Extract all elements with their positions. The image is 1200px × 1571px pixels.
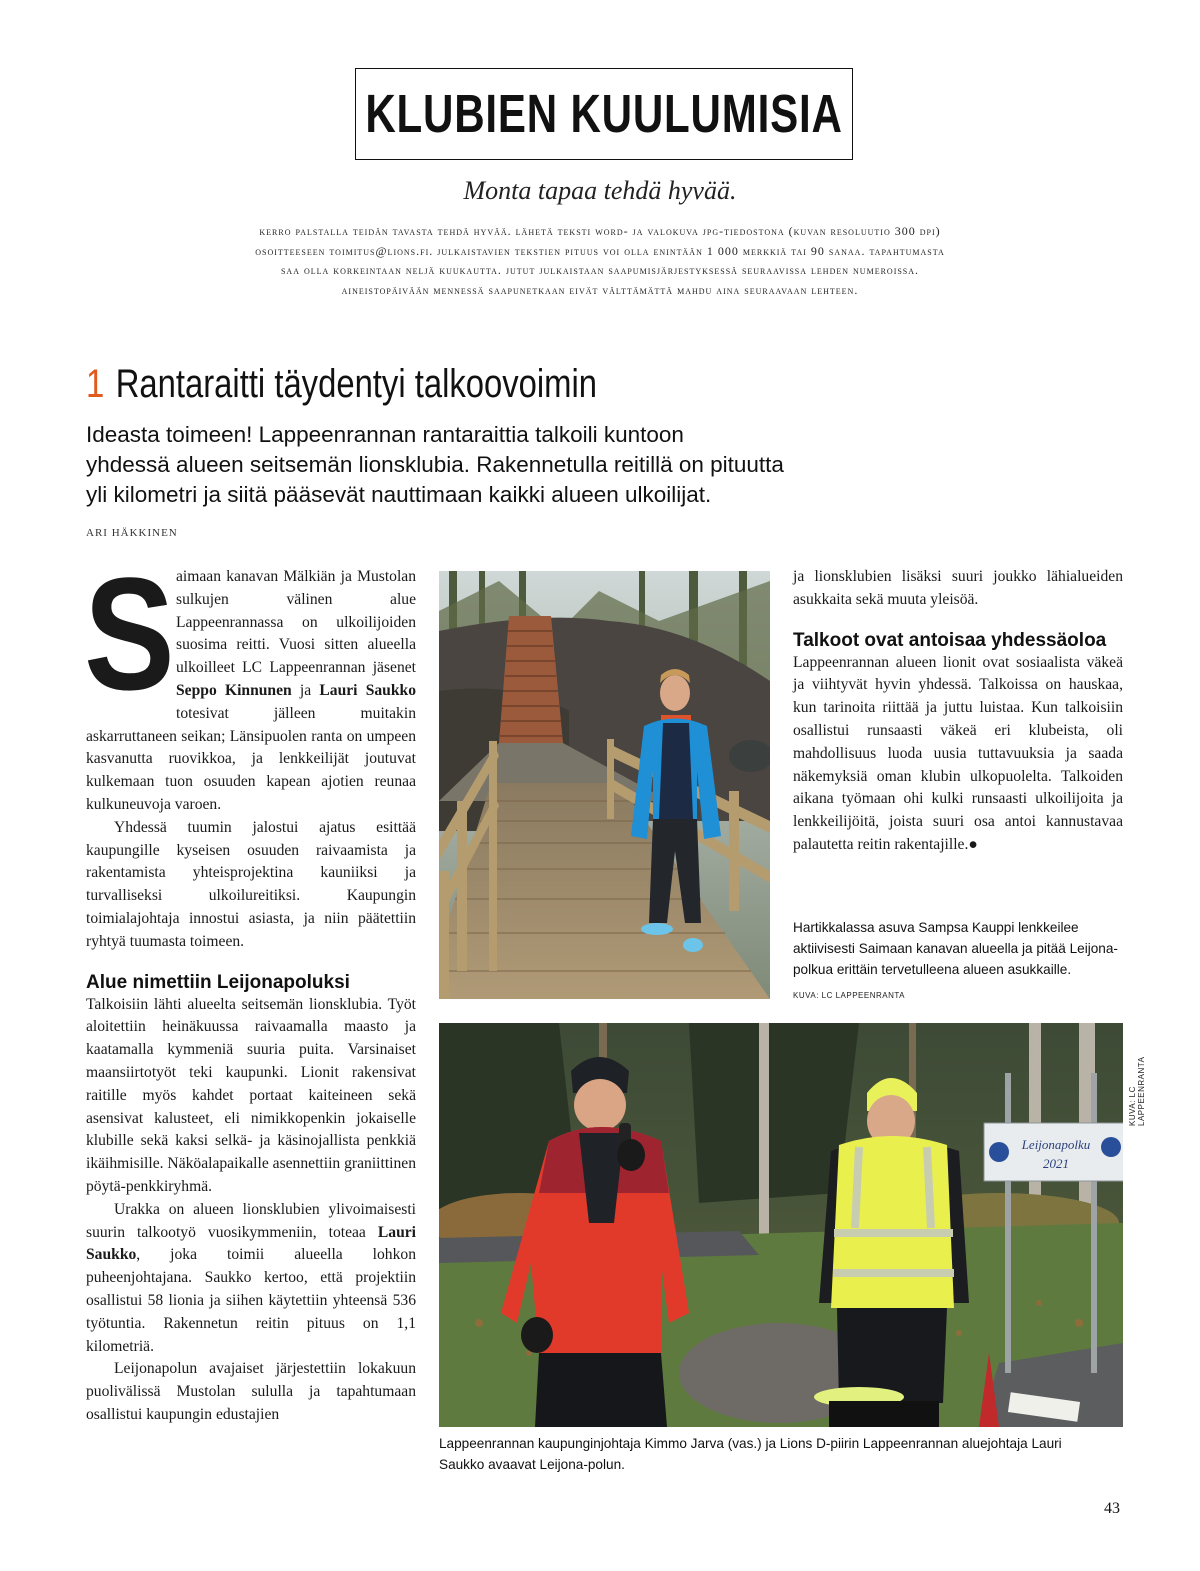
photo-bridge-caption: Hartikkalassa asuva Sampsa Kauppi lenkkeilee aktiivisesti Saimaan kanavan alueella ja pitää Leijona-polkua erittäin tervetulleena alueen asukkaille. <box>793 920 1118 977</box>
person-name: Lauri Saukko <box>86 1223 416 1264</box>
body-column-3 <box>793 566 1123 857</box>
instruction-line: aineistopäivään mennessä saapunetkaan eivät välttämättä mahdu aina seuraavaan lehteen. <box>341 282 859 297</box>
text-run: Urakka on alueen lionsklubien ylivoimaisesti suurin talkootyö vuosikymmeniin, toteaa <box>86 1200 416 1241</box>
text-run: aimaan kanavan Mälkiän ja Mustolan sulkujen välinen alue Lappeenrannassa on ulkoilijoiden suosima reitti. Vuosi sitten alueella ulkoilleet LC Lappeenrannan jäsenet <box>176 568 416 677</box>
paragraph: ja lionsklubien lisäksi suuri joukko lähialueiden asukkaita sekä muuta yleisöä. <box>793 568 1123 608</box>
sign-text-line1: Leijonapolku <box>1021 1137 1091 1152</box>
photo-ceremony-caption: Lappeenrannan kaupunginjohtaja Kimmo Jarva (vas.) ja Lions D-piirin Lappeenrannan aluejohtaja Lauri Saukko avaavat Leijona-polun. <box>439 1436 1062 1472</box>
instruction-line: osoitteeseen toimitus@lions.fi. julkaistavien tekstien pituus voi olla enintään 1 000 merkkiä tai 90 sanaa. tapahtumasta <box>255 243 945 258</box>
article-title: Rantaraitti täydentyi talkoovoimin <box>115 362 598 406</box>
tagline: Monta tapaa tehdä hyvää. <box>463 176 737 205</box>
subheading: Alue nimettiin Leijonapoluksi <box>86 971 350 993</box>
body-column-1 <box>84 544 416 1427</box>
instruction-line: saa olla korkeintaan neljä kuukautta. jutut julkaistaan saapumisjärjestyksessä seuraavissa lehden numeroissa. <box>280 263 920 277</box>
instruction-line: kerro palstalla teidän tavasta tehdä hyvää. lähetä teksti word- ja valokuva jpg-tiedostona (kuvan resoluutio 300 dpi) <box>259 224 941 238</box>
lead-line: yli kilometri ja siitä pääsevät nauttimaan kaikki alueen ulkoilijat. <box>86 482 712 507</box>
paragraph <box>86 1199 416 1359</box>
section-masthead <box>355 68 853 160</box>
photo-bridge <box>439 571 770 999</box>
article-headline <box>86 362 597 407</box>
photo-bridge-credit: KUVA: LC LAPPEENRANTA <box>793 991 906 1000</box>
paragraph <box>793 652 1123 857</box>
sign-text-line2: 2021 <box>1043 1156 1069 1171</box>
subheading: Talkoot ovat antoisaa yhdessäoloa <box>793 629 1107 651</box>
section-title: KLUBIEN KUULUMISIA <box>365 84 843 144</box>
text-run: totesivat jälleen muitakin askarruttaneen seikan; Länsipuolen ranta on umpeen kasvanutta ruovikkoa, ja lenkkeilijät joutuvat kulkemaan tuon osuuden kapean ajotien reunaa kulkuneuvoja varoen. <box>86 704 416 813</box>
text-run: , joka toimii alueella lohkon puheenjohtajana. Saukko kertoo, että projektiin osallistui 58 lionia ja siihen käytettiin yhteensä 536 työtuntia. Rakennetun reitin pituus on 1,1 kilometriä. <box>86 1246 416 1355</box>
text-run: ja <box>291 681 320 699</box>
photo-opening-ceremony <box>439 1023 1123 1427</box>
ceremony-photo-illustration <box>439 1023 1123 1427</box>
paragraph <box>84 544 416 817</box>
text-run: Lappeenrannan alueen lionit ovat sosiaalista väkeä ja viihtyvät hyvin yhdessä. Talkoissa on hauskaa, kun tarinoita riittää ja juttu luistaa. Kun talkoisiin osallistui runsaasti väkeä eri klubeista, oli mahdollisuus luoda uusia tuttavuuksia ja saada näkemyksiä oman klubin ulkopuolelta. Talkoiden aikana työmaan ohi kulki runsaasti ulkoilijoita ja lenkkeilijöitä, joista suuri osa antoi kannustavaa palautetta reitin rakentajille. <box>793 653 1123 853</box>
drop-cap: S <box>84 544 175 723</box>
bridge-photo-illustration <box>439 571 770 999</box>
page-number: 43 <box>1104 1500 1120 1517</box>
lead-line: Ideasta toimeen! Lappeenrannan rantaraittia talkoili kuntoon <box>86 422 684 447</box>
article-lead <box>86 420 986 510</box>
lead-line: yhdessä alueen seitsemän lionsklubia. Rakennetulla reitillä on pituutta <box>86 452 784 477</box>
photo-ceremony-credit: KUVA: LC LAPPEENRANTA <box>1128 1056 1146 1126</box>
paragraph: Leijonapolun avajaiset järjestettiin lokakuun puolivälissä Mustolan sululla ja tapahtumaan osallistui kaupungin edustajien <box>86 1360 416 1423</box>
end-mark: ● <box>968 835 978 853</box>
submission-instructions <box>100 222 1100 300</box>
paragraph: Talkoisiin lähti alueelta seitsemän lionsklubia. Työt aloitettiin heinäkuussa raivaamalla maasto ja kaatamalla kymmeniä suuria puita. Varsinaiset maansiirtotyöt teki kaupunki. Lionit rakensivat raitille myös kahdet portaat kaiteineen sekä asensivat kalusteet, eli nimikkopenkin jokaiselle klubille sekä kaksi selkä- ja käsinojallista penkkiä ikäihmisille. Näköalapaikalle asennettiin graniittinen pöytä-penkkiryhmä. <box>86 995 416 1195</box>
paragraph: Yhdessä tuumin jalostui ajatus esittää kaupungille kyseisen osuuden raivaamista ja rakentamista yhteisprojektina kauniiksi ja turvalliseksi ulkoilureitiksi. Kaupungin toimialajohtaja innostui asiasta, ja niin päätettiin ryhtyä tuumasta toimeen. <box>86 818 416 950</box>
article-number: 1 <box>86 362 105 406</box>
byline: ARI HÄKKINEN <box>86 527 178 539</box>
person-name: Lauri Saukko <box>319 681 416 699</box>
person-name: Seppo Kinnunen <box>176 681 292 699</box>
